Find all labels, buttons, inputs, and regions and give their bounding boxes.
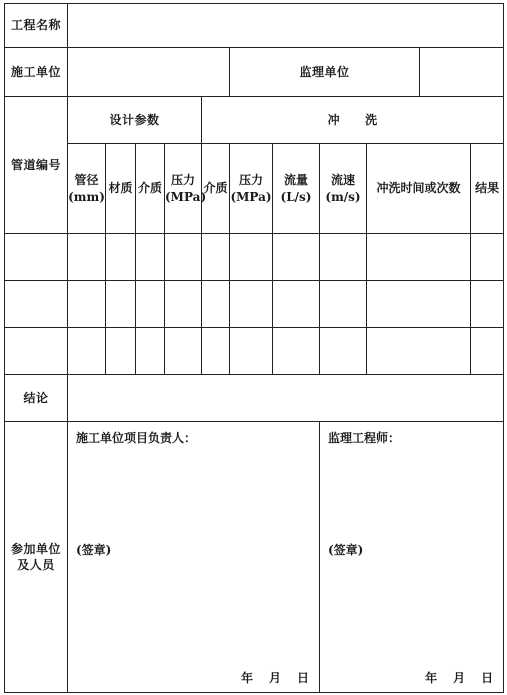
table-cell[interactable] <box>136 281 165 328</box>
table-cell[interactable] <box>320 281 367 328</box>
table-cell[interactable] <box>471 281 504 328</box>
table-cell[interactable] <box>230 328 273 375</box>
result-header: 结果 <box>471 144 504 234</box>
conclusion-value[interactable] <box>68 375 504 422</box>
table-cell[interactable] <box>136 234 165 281</box>
table-cell[interactable] <box>320 234 367 281</box>
supervision-seal-label: (签章) <box>328 543 364 557</box>
conclusion-label: 结论 <box>5 375 68 422</box>
flush-pressure-header: 压力 (MPa) <box>230 144 273 234</box>
table-cell[interactable] <box>165 328 202 375</box>
pipe-number-label: 管道编号 <box>5 97 68 234</box>
participants-label: 参加单位 及人员 <box>5 422 68 693</box>
construction-signature-cell[interactable] <box>68 422 320 693</box>
construction-date-label: 年 月 日 <box>240 670 311 685</box>
table-cell[interactable] <box>202 281 230 328</box>
velocity-header: 流速 (m/s) <box>320 144 367 234</box>
table-cell[interactable] <box>230 234 273 281</box>
table-cell[interactable] <box>471 328 504 375</box>
table-cell[interactable] <box>5 281 68 328</box>
table-cell[interactable] <box>367 234 471 281</box>
supervision-date-label: 年 月 日 <box>425 670 496 685</box>
table-cell[interactable] <box>5 234 68 281</box>
table-row <box>5 281 504 328</box>
table-row <box>5 234 504 281</box>
diameter-header: 管径 (mm) <box>68 144 106 234</box>
table-cell[interactable] <box>106 234 136 281</box>
flush-time-count-header: 冲洗时间或次数 <box>367 144 471 234</box>
supervision-unit-value[interactable] <box>420 48 504 97</box>
table-cell[interactable] <box>106 328 136 375</box>
table-cell[interactable] <box>471 234 504 281</box>
table-cell[interactable] <box>320 328 367 375</box>
design-params-header: 设计参数 <box>68 97 202 144</box>
construction-unit-label: 施工单位 <box>5 48 68 97</box>
supervision-unit-label: 监理单位 <box>230 48 420 97</box>
table-cell[interactable] <box>5 328 68 375</box>
table-cell[interactable] <box>202 328 230 375</box>
table-cell[interactable] <box>367 281 471 328</box>
supervision-engineer-label: 监理工程师： <box>328 431 401 445</box>
flush-header: 冲 洗 <box>202 97 504 144</box>
table-cell[interactable] <box>367 328 471 375</box>
table-cell[interactable] <box>273 328 320 375</box>
table-cell[interactable] <box>165 234 202 281</box>
table-cell[interactable] <box>106 281 136 328</box>
table-cell[interactable] <box>68 328 106 375</box>
table-cell[interactable] <box>68 281 106 328</box>
form-table <box>4 3 504 693</box>
table-cell[interactable] <box>273 234 320 281</box>
table-cell[interactable] <box>165 281 202 328</box>
table-cell[interactable] <box>273 281 320 328</box>
design-medium-header: 介质 <box>136 144 165 234</box>
project-name-value[interactable] <box>68 4 504 48</box>
table-row <box>5 328 504 375</box>
material-header: 材质 <box>106 144 136 234</box>
table-cell[interactable] <box>136 328 165 375</box>
supervision-signature-cell[interactable] <box>320 422 504 693</box>
table-cell[interactable] <box>68 234 106 281</box>
table-cell[interactable] <box>230 281 273 328</box>
project-name-label: 工程名称 <box>5 4 68 48</box>
flush-medium-header: 介质 <box>202 144 230 234</box>
construction-unit-value[interactable] <box>68 48 230 97</box>
design-pressure-header: 压力 (MPa) <box>165 144 202 234</box>
table-cell[interactable] <box>202 234 230 281</box>
construction-manager-label: 施工单位项目负责人： <box>76 431 197 445</box>
construction-seal-label: (签章) <box>76 543 112 557</box>
flow-header: 流量 (L/s) <box>273 144 320 234</box>
